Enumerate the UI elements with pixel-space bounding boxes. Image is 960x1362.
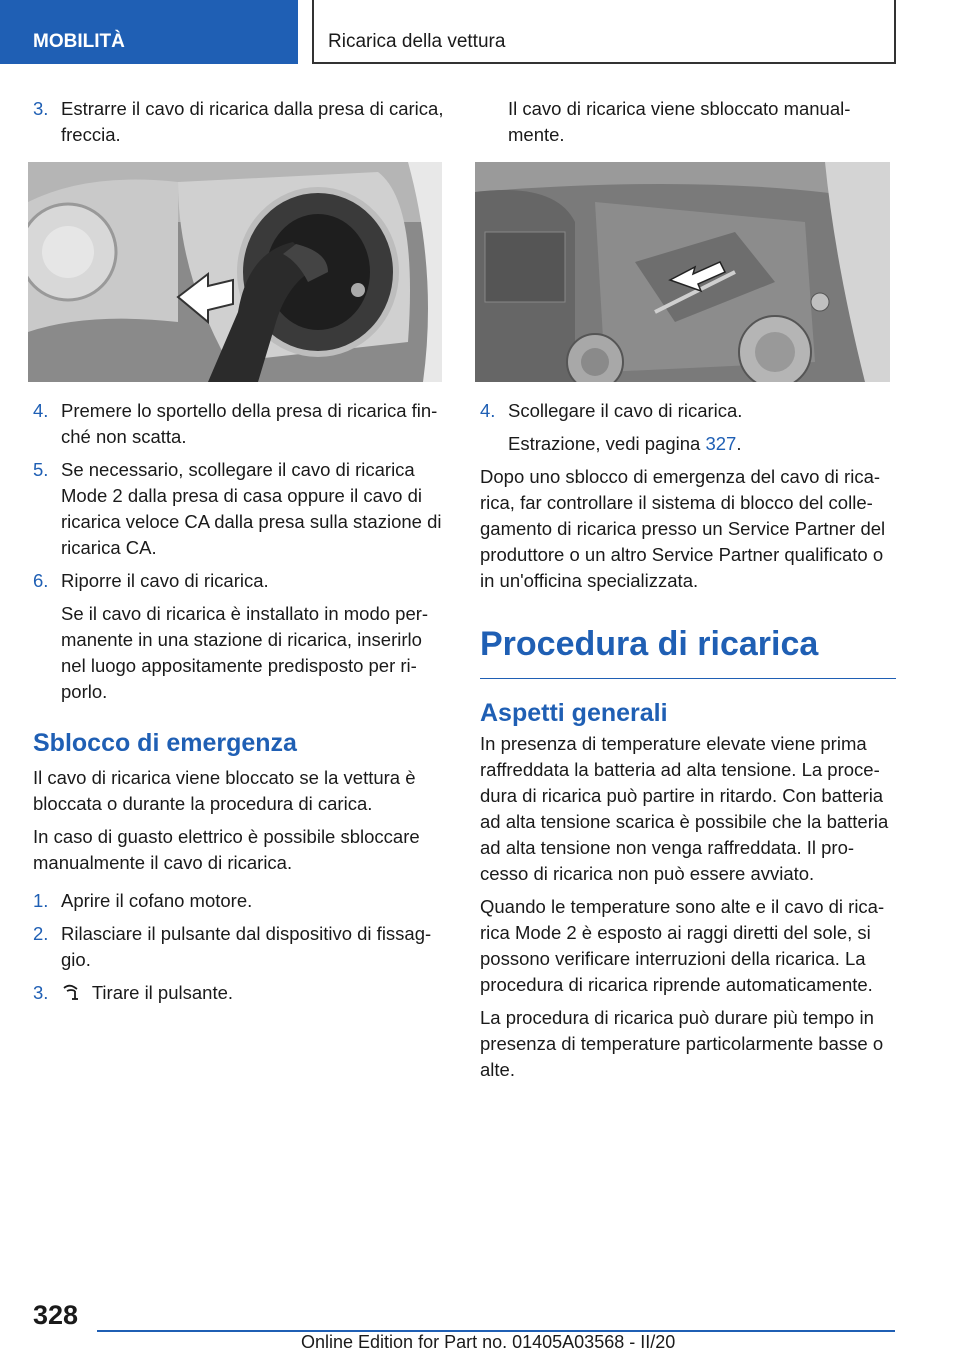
subsection-heading: Aspetti generali bbox=[480, 699, 668, 727]
step-4-unplug bbox=[480, 398, 896, 457]
step-text: Scollegare il cavo di ricarica. bbox=[508, 400, 743, 421]
step-text: Riporre il cavo di ricarica. bbox=[61, 570, 269, 591]
intro-paragraph: Il cavo di ricarica viene sbloccato manualmente. bbox=[508, 98, 851, 145]
chapter-heading: Procedura di ricarica bbox=[480, 622, 896, 679]
paragraph: La procedura di ricarica può durare più tempo in presenza di temperature particolarmente basse o alte. bbox=[480, 1007, 884, 1080]
step-6-store-cable bbox=[33, 568, 448, 705]
step-4-press-flap bbox=[33, 398, 448, 450]
step-5-disconnect bbox=[33, 457, 448, 561]
ref-prefix: Estrazione, vedi pagina bbox=[508, 433, 706, 454]
step-number: 6. bbox=[33, 570, 49, 591]
step-number: 3. bbox=[33, 98, 49, 119]
emergency-step-3 bbox=[33, 980, 448, 1006]
step-number: 2. bbox=[33, 923, 49, 944]
step-text: Rilasciare il pulsante dal dispositivo di fissaggio. bbox=[61, 923, 432, 970]
step-text: Premere lo sportello della presa di ricarica finché non scatta. bbox=[61, 400, 438, 447]
paragraph: In caso di guasto elettrico è possibile sbloccare manualmente il cavo di ricarica. bbox=[33, 826, 420, 873]
section-tab: MOBILITÀ bbox=[0, 0, 298, 64]
footer-edition: Online Edition for Part no. 01405A03568 - II/20 bbox=[301, 1332, 676, 1352]
emergency-step-2 bbox=[33, 921, 448, 973]
step-3-extract bbox=[33, 96, 448, 148]
charging-port-image bbox=[28, 162, 442, 382]
paragraph: Dopo uno sblocco di emergenza del cavo di ricarica, far controllare il sistema di blocco del collegamento di ricarica presso un Service Partner del produttore o un altro Service Partner qualificato o in un'officina specializzata. bbox=[480, 466, 886, 591]
paragraph: In presenza di temperature elevate viene prima raffreddata la batteria ad alta tensione. La procedura di ricarica può partire in ritardo. Con batteria ad alta tensione scarica è possibile che la batteria ad alta tensione non venga raffreddata. Il processo di ricarica non può essere avviato. bbox=[480, 733, 889, 884]
step-text: Tirare il pulsante. bbox=[91, 982, 234, 1003]
step-continuation bbox=[508, 431, 896, 457]
page-reference-link[interactable]: 327 bbox=[705, 433, 737, 454]
emergency-step-1 bbox=[33, 888, 448, 914]
step-text: Estrarre il cavo di ricarica dalla presa di carica, freccia. bbox=[61, 98, 444, 145]
step-number: 3. bbox=[33, 982, 49, 1003]
page-number: 328 bbox=[33, 1300, 79, 1330]
step-text: Aprire il cofano motore. bbox=[61, 890, 253, 911]
page-header-title: Ricarica della vettura bbox=[312, 0, 896, 64]
step-number: 4. bbox=[480, 400, 496, 421]
step-number: 5. bbox=[33, 459, 49, 480]
left-column bbox=[33, 96, 448, 1013]
paragraph: Quando le temperature sono alte e il cavo di ricarica Mode 2 è esposto ai raggi diretti del sole, si possono verificare interruzioni della ricarica. La procedura di ricarica riprende automaticamente. bbox=[480, 896, 885, 995]
engine-bay-image bbox=[475, 162, 890, 382]
paragraph: Il cavo di ricarica viene bloccato se la vettura è bloccata o durante la procedura di carica. bbox=[33, 767, 416, 814]
section-heading: Sblocco di emergenza bbox=[33, 729, 297, 757]
hood-release-icon bbox=[61, 982, 81, 1002]
step-number: 4. bbox=[33, 400, 49, 421]
right-column bbox=[480, 96, 896, 1090]
step-text: Se necessario, scollegare il cavo di ricarica Mode 2 dalla presa di casa oppure il cavo di ricarica veloce CA dalla presa sulla stazione di ricarica CA. bbox=[61, 459, 442, 558]
step-number: 1. bbox=[33, 890, 49, 911]
step-continuation: Se il cavo di ricarica è installato in modo permanente in una stazione di ricarica, inserirlo nel luogo appositamente predisposto per riporlo. bbox=[61, 603, 429, 702]
ref-suffix: . bbox=[736, 433, 742, 454]
